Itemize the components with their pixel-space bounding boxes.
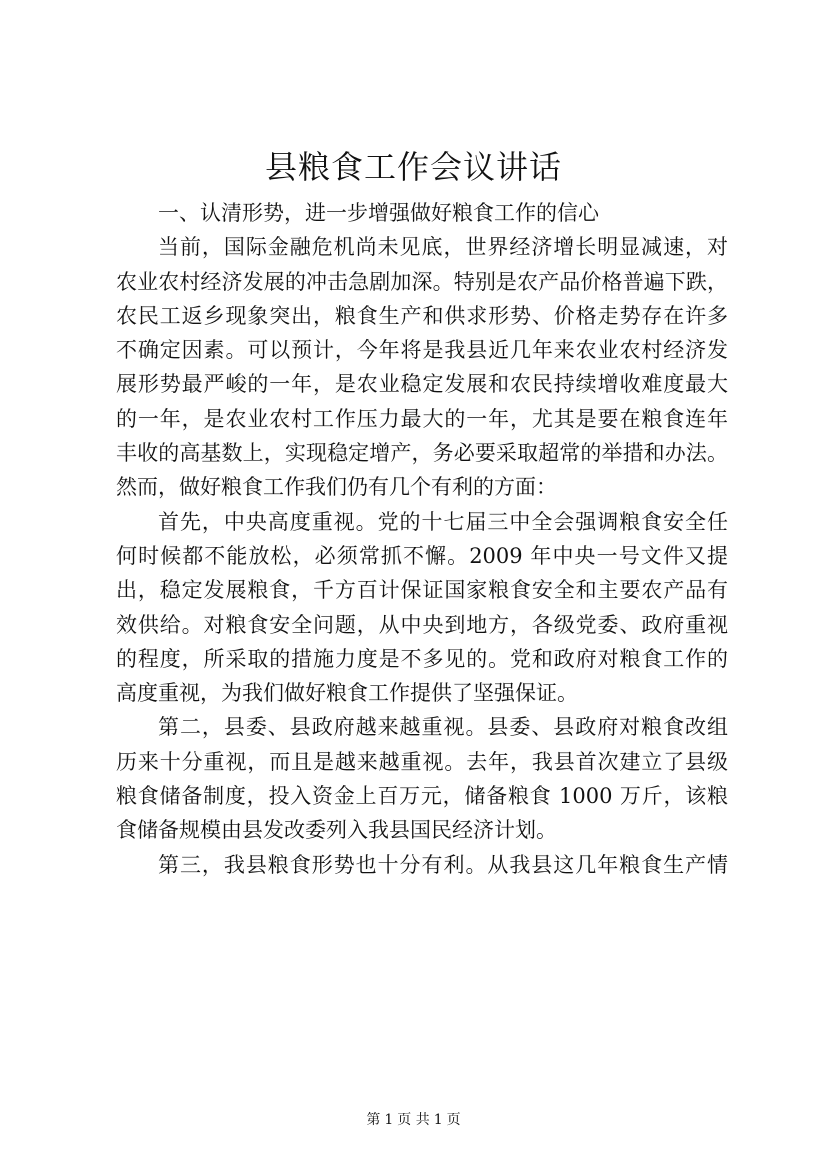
text-line: 农民工返乡现象突出，粮食生产和供求形势、价格走势存在许多 [116,303,728,328]
text-line: 丰收的高基数上，实现稳定增产，务必要采取超常的举措和办法。 [116,441,728,466]
text-line: 何时候都不能放松，必须常抓不懈。2009 年中央一号文件又提 [116,543,728,568]
document-title: 县粮食工作会议讲话 [264,148,562,186]
text-line: 食储备规模由县发改委列入我县国民经济计划。 [116,818,557,843]
text-line: 第三，我县粮食形势也十分有利。从我县这几年粮食生产情 [158,852,728,877]
text-line: 的程度，所采取的措施力度是不多见的。党和政府对粮食工作的 [116,646,728,671]
text-line: 粮食储备制度，投入资金上百万元，储备粮食 1000 万斤，该粮 [116,784,728,809]
text-line: 展形势最严峻的一年，是农业稳定发展和农民持续增收难度最大 [116,372,728,397]
page-number: 1 [384,1112,394,1128]
text-line: 第二，县委、县政府越来越重视。县委、县政府对粮食改组 [158,715,728,740]
text-line: 然而，做好粮食工作我们仍有几个有利的方面： [116,475,557,500]
text-line: 效供给。对粮食安全问题，从中央到地方，各级党委、政府重视 [116,612,728,637]
text-line: 一、认清形势，进一步增强做好粮食工作的信心 [158,201,599,225]
text-line: 当前，国际金融危机尚未见底，世界经济增长明显减速，对 [158,235,728,260]
page-prefix: 第 [366,1112,381,1128]
text-line: 不确定因素。可以预计，今年将是我县近几年来农业农村经济发 [116,338,728,363]
page-suffix: 页 [446,1112,461,1128]
total-pages: 1 [433,1112,443,1128]
text-line: 首先，中央高度重视。党的十七届三中全会强调粮食安全任 [158,509,728,534]
text-line: 历来十分重视，而且是越来越重视。去年，我县首次建立了县级 [116,749,728,774]
page-footer [0,1110,827,1130]
page-mid: 页 共 [397,1112,430,1128]
text-line: 高度重视，为我们做好粮食工作提供了坚强保证。 [116,681,578,706]
text-line: 出，稳定发展粮食，千方百计保证国家粮食安全和主要农产品有 [116,578,728,603]
document-body [116,196,728,882]
text-line: 的一年，是农业农村工作压力最大的一年，尤其是要在粮食连年 [116,406,728,431]
text-line: 农业农村经济发展的冲击急剧加深。特别是农产品价格普遍下跌， [116,269,728,294]
